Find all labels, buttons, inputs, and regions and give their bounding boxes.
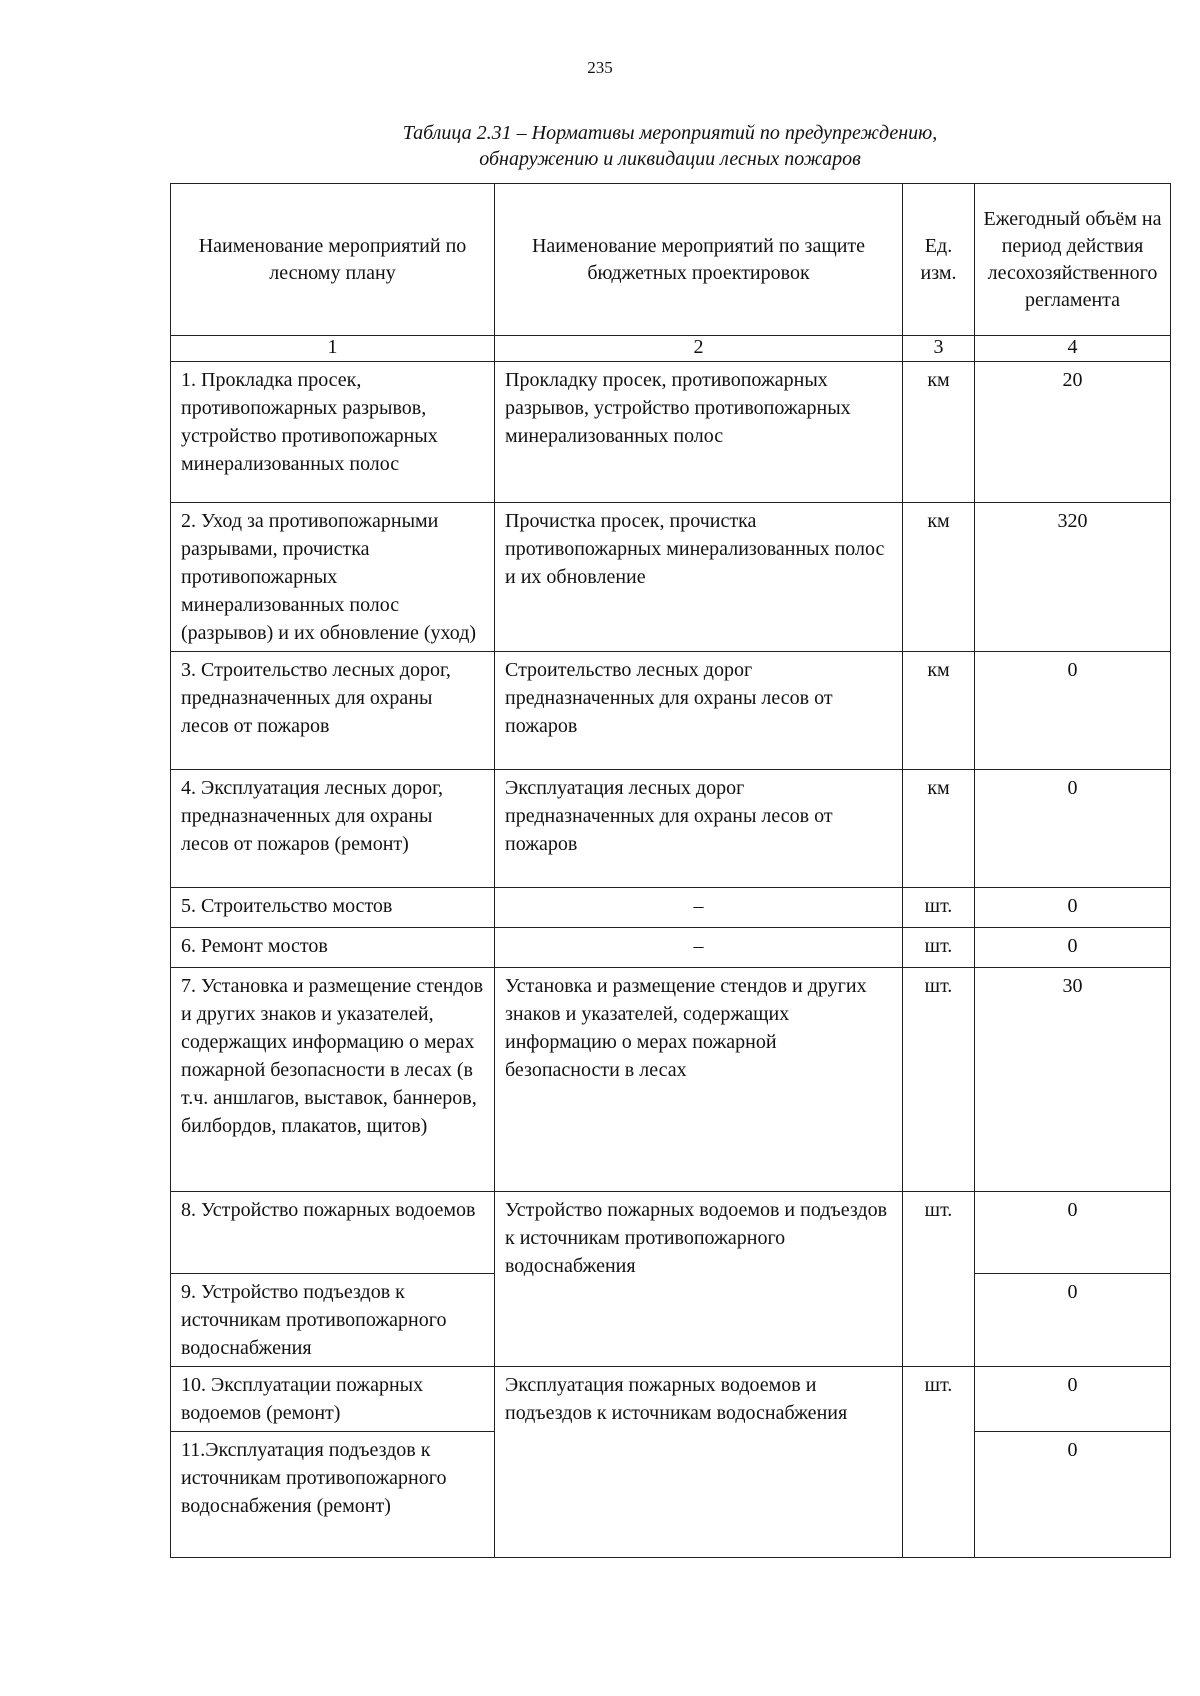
activity-cell: 3. Строительство лесных дорог, предназначенных для охраны лесов от пожаров	[171, 652, 495, 770]
unit-cell: шт.	[903, 1367, 975, 1558]
unit-cell: шт.	[903, 928, 975, 968]
budget-activity-cell: Строительство лесных дорог предназначенных для охраны лесов от пожаров	[495, 652, 903, 770]
header-row	[171, 184, 1171, 336]
unit-cell: км	[903, 770, 975, 888]
norms-table	[170, 183, 1171, 1558]
column-number: 1	[171, 336, 495, 362]
header-cell: Ед. изм.	[903, 184, 975, 336]
page-number: 235	[587, 58, 613, 77]
caption-line-1: Таблица 2.31 – Нормативы мероприятий по предупреждению,	[402, 122, 938, 144]
header-cell: Ежегодный объём на период действия лесохозяйственного регламента	[975, 184, 1171, 336]
column-number: 3	[903, 336, 975, 362]
table-row	[171, 928, 1171, 968]
budget-activity-cell: Установка и размещение стендов и других знаков и указателей, содержащих информацию о мерах пожарной безопасности в лесах	[495, 968, 903, 1192]
table-row	[171, 968, 1171, 1192]
unit-cell: км	[903, 362, 975, 503]
value-cell: 0	[975, 1274, 1171, 1367]
activity-cell: 7. Установка и размещение стендов и других знаков и указателей, содержащих информацию о мерах пожарной безопасности в лесах (в т.ч. аншлагов, выставок, баннеров, билбордов, плакатов, щитов)	[171, 968, 495, 1192]
value-cell: 0	[975, 888, 1171, 928]
column-number: 4	[975, 336, 1171, 362]
activity-cell: 5. Строительство мостов	[171, 888, 495, 928]
table-row	[171, 362, 1171, 503]
value-cell: 0	[975, 1192, 1171, 1274]
caption-line-2: обнаружению и ликвидации лесных пожаров	[479, 148, 861, 170]
activity-cell: 11.Эксплуатация подъездов к источникам противопожарного водоснабжения (ремонт)	[171, 1432, 495, 1558]
budget-activity-cell: Устройство пожарных водоемов и подъездов к источникам противопожарного водоснабжения	[495, 1192, 903, 1367]
value-cell: 320	[975, 503, 1171, 652]
budget-activity-cell: Прокладку просек, противопожарных разрывов, устройство противопожарных минерализованных полос	[495, 362, 903, 503]
unit-cell: км	[903, 503, 975, 652]
table-row	[171, 1367, 1171, 1432]
unit-cell: шт.	[903, 888, 975, 928]
table-row	[171, 888, 1171, 928]
budget-activity-cell: –	[495, 888, 903, 928]
table-row	[171, 1192, 1171, 1274]
activity-cell: 1. Прокладка просек, противопожарных разрывов, устройство противопожарных минерализованных полос	[171, 362, 495, 503]
value-cell: 0	[975, 652, 1171, 770]
unit-cell: шт.	[903, 968, 975, 1192]
activity-cell: 10. Эксплуатации пожарных водоемов (ремонт)	[171, 1367, 495, 1432]
table-row	[171, 652, 1171, 770]
value-cell: 20	[975, 362, 1171, 503]
activity-cell: 8. Устройство пожарных водоемов	[171, 1192, 495, 1274]
header-cell: Наименование мероприятий по лесному плану	[171, 184, 495, 336]
column-number: 2	[495, 336, 903, 362]
activity-cell: 9. Устройство подъездов к источникам противопожарного водоснабжения	[171, 1274, 495, 1367]
budget-activity-cell: –	[495, 928, 903, 968]
unit-cell: км	[903, 652, 975, 770]
column-number-row	[171, 336, 1171, 362]
table-caption	[170, 120, 1170, 172]
activity-cell: 4. Эксплуатация лесных дорог, предназначенных для охраны лесов от пожаров (ремонт)	[171, 770, 495, 888]
table-row	[171, 770, 1171, 888]
value-cell: 0	[975, 1367, 1171, 1432]
budget-activity-cell: Прочистка просек, прочистка противопожарных минерализованных полос и их обновление	[495, 503, 903, 652]
budget-activity-cell: Эксплуатация лесных дорог предназначенных для охраны лесов от пожаров	[495, 770, 903, 888]
budget-activity-cell: Эксплуатация пожарных водоемов и подъездов к источникам водоснабжения	[495, 1367, 903, 1558]
value-cell: 0	[975, 770, 1171, 888]
table-row	[171, 503, 1171, 652]
value-cell: 0	[975, 1432, 1171, 1558]
unit-cell: шт.	[903, 1192, 975, 1367]
activity-cell: 2. Уход за противопожарными разрывами, прочистка противопожарных минерализованных полос (разрывов) и их обновление (уход)	[171, 503, 495, 652]
value-cell: 0	[975, 928, 1171, 968]
activity-cell: 6. Ремонт мостов	[171, 928, 495, 968]
header-cell: Наименование мероприятий по защите бюджетных проектировок	[495, 184, 903, 336]
value-cell: 30	[975, 968, 1171, 1192]
